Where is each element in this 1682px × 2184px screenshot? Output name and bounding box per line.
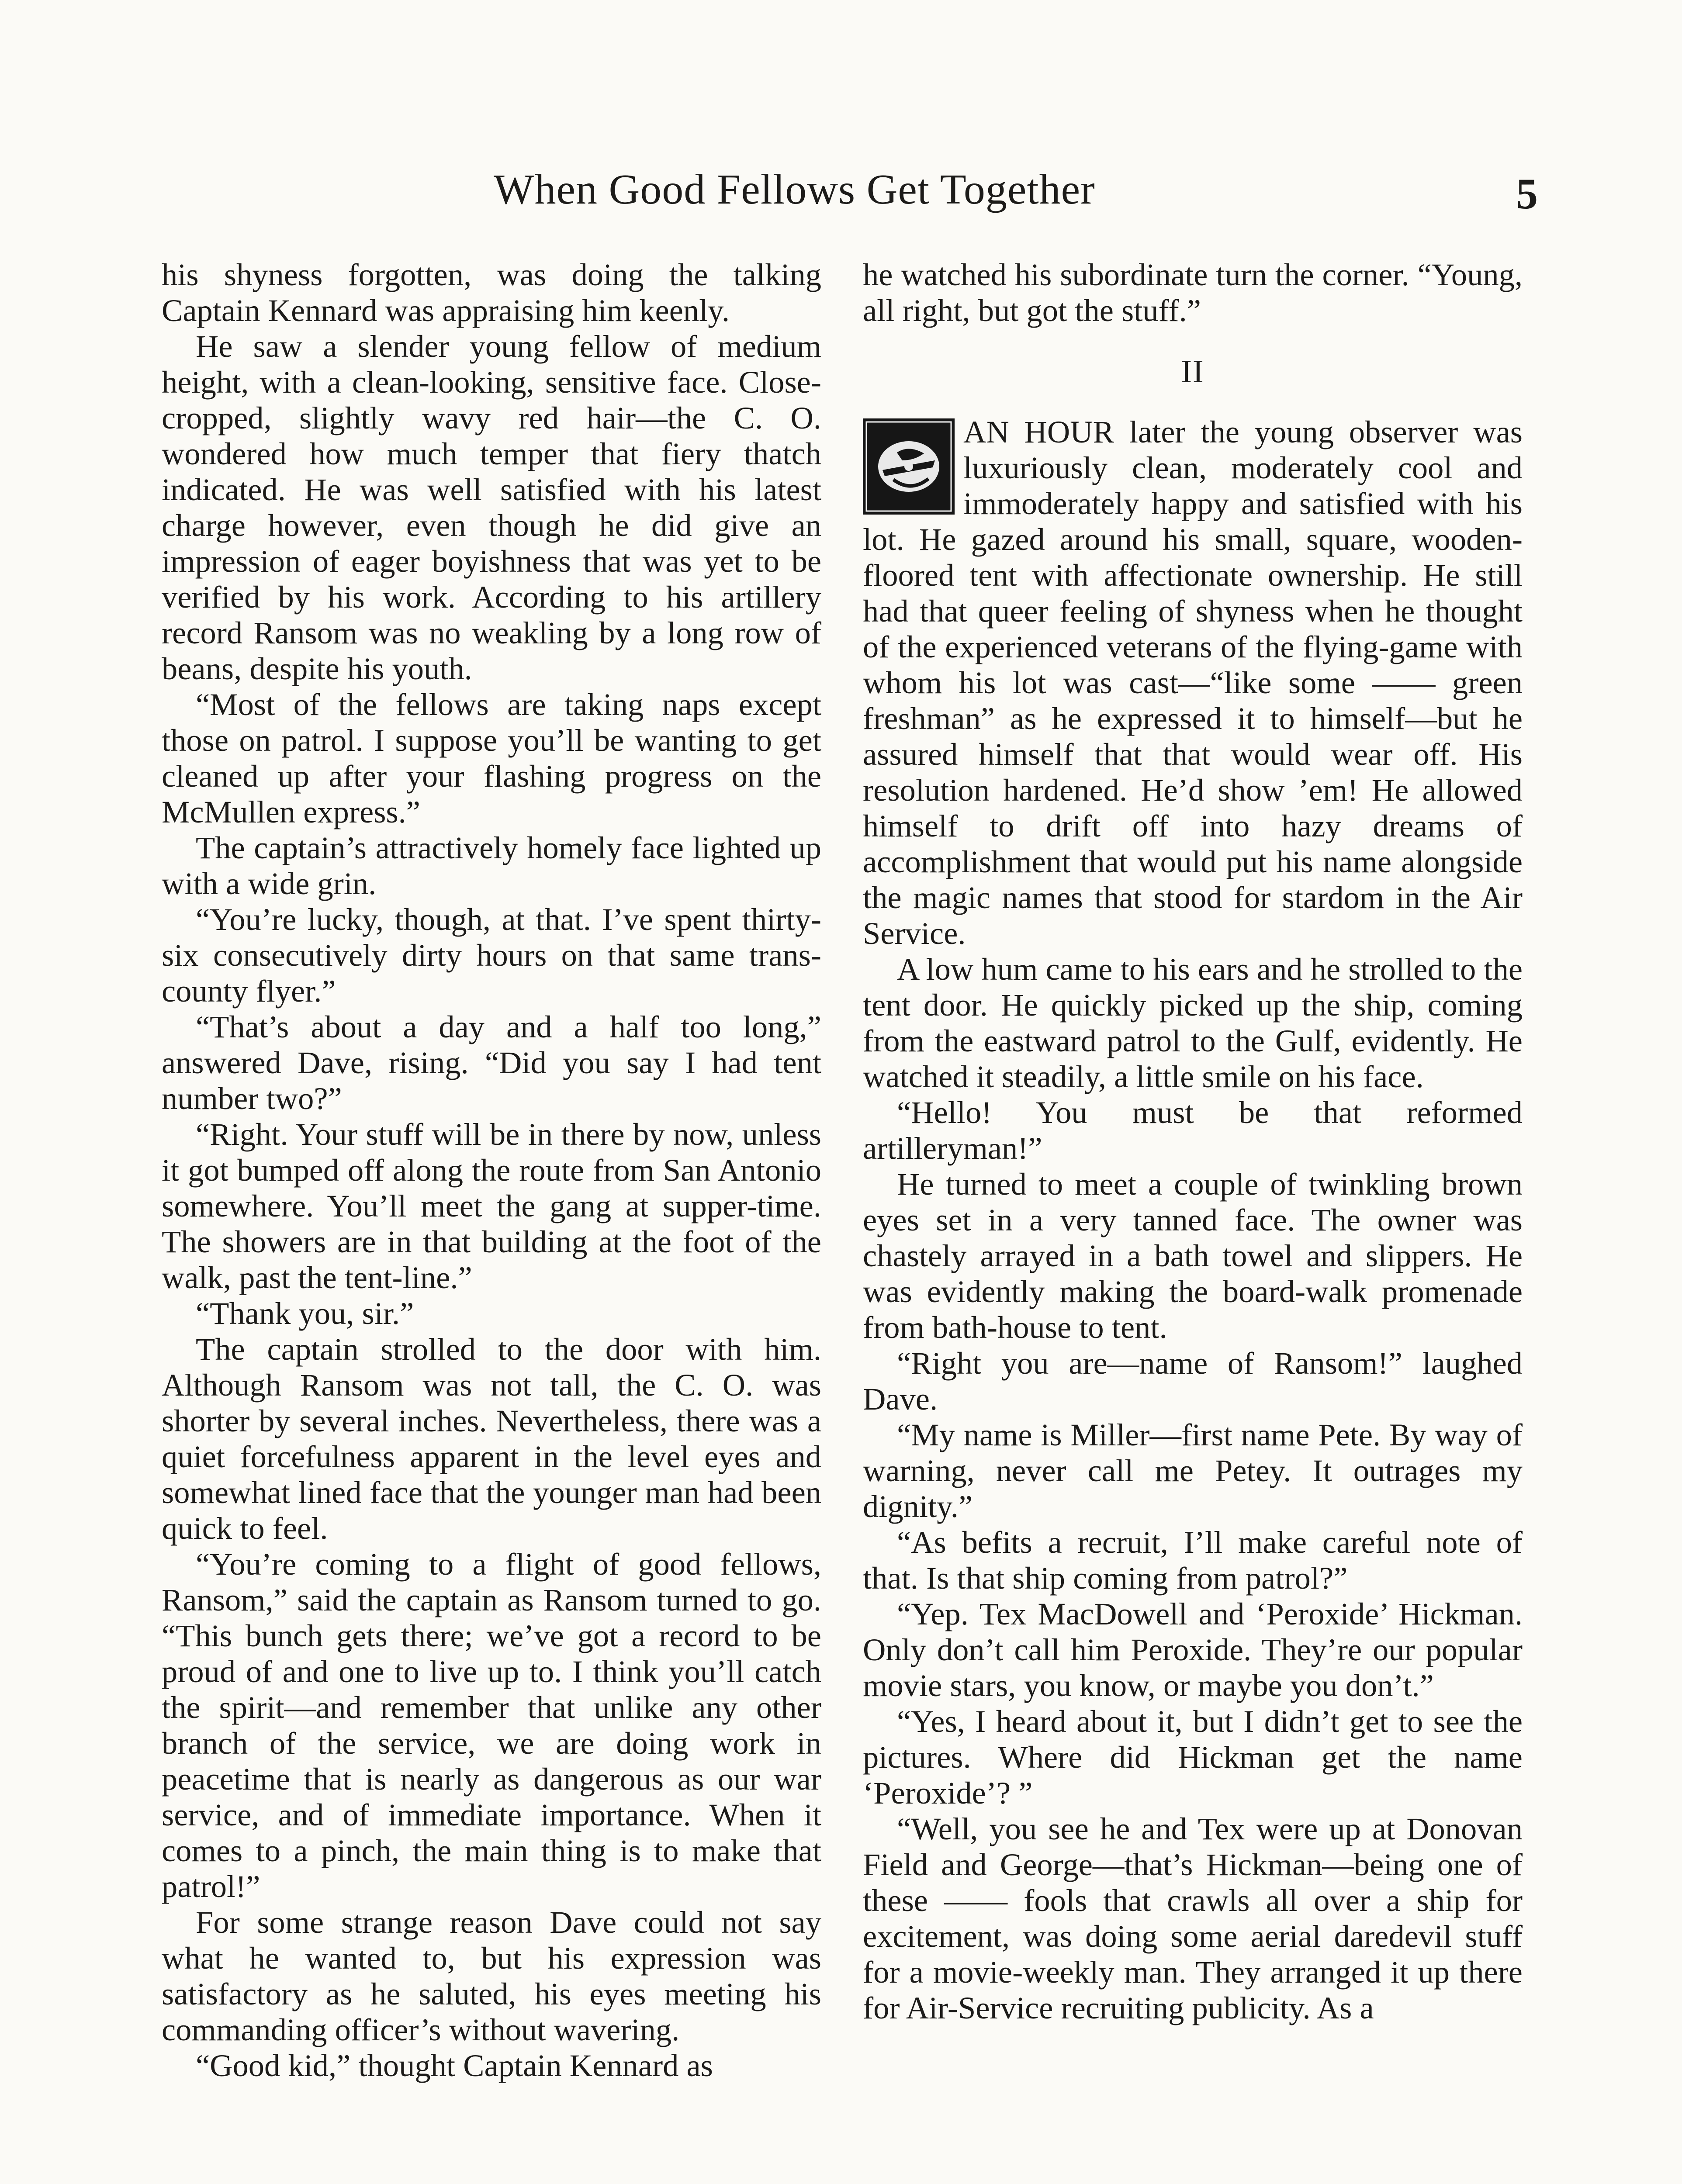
paragraph: “Right you are—name of Ransom!” laughed Dave. [863, 1345, 1523, 1417]
paragraph: The captain’s attractively homely face lighted up with a wide grin. [162, 830, 821, 901]
paragraph: The captain strolled to the door with him. Although Ransom was not tall, the C. O. was shorter by several inches. Nevertheless, there was a quiet forcefulness apparent in the level eyes and somewhat lined face that the younger man had been quick to feel. [162, 1331, 821, 1546]
paragraph: he watched his subordinate turn the corner. “Young, all right, but got the stuff.” [863, 257, 1523, 328]
section-heading: II [1181, 354, 1204, 390]
paragraph: For some strange reason Dave could not say what he wanted to, but his expression was satisfactory as he saluted, his eyes meeting his commanding officer’s without wavering. [162, 1904, 821, 2047]
ornament-icon [863, 418, 955, 515]
paragraph: “Yes, I heard about it, but I didn’t get to see the pictures. Where did Hickman get the name ‘Peroxide’? ” [863, 1704, 1523, 1811]
paragraph: “Yep. Tex MacDowell and ‘Peroxide’ Hickman. Only don’t call him Peroxide. They’re our popular movie stars, you know, or maybe you don’t.” [863, 1596, 1523, 1703]
paragraph: “Hello! You must be that reformed artilleryman!” [863, 1095, 1523, 1166]
left-column [162, 257, 821, 2084]
paragraph: “Right. Your stuff will be in there by now, unless it got bumped off along the route from San Antonio somewhere. You’ll meet the gang at supper-time. The showers are in that building at the foot of the walk, past the tent-line.” [162, 1116, 821, 1295]
paragraph: “Thank you, sir.” [196, 1296, 414, 1331]
paragraph: “You’re lucky, though, at that. I’ve spent thirty-six consecutively dirty hours on that same trans-county flyer.” [162, 902, 821, 1009]
paragraph: “Well, you see he and Tex were up at Donovan Field and George—that’s Hickman—being one of these —— fools that crawls all over a ship for excitement, was doing some aerial daredevil stuff for a movie-weekly man. They arranged it up there for Air-Service recruiting publicity. As a [863, 1811, 1523, 2025]
page-number: 5 [1516, 169, 1538, 218]
paragraph: He saw a slender young fellow of medium height, with a clean-looking, sensitive face. Close-cropped, slightly wavy red hair—the C. O. wondered how much temper that fiery thatch indicated. He was well satisfied with his latest charge however, even though he did give an impression of eager boyishness that was yet to be verified by his work. According to his artillery record Ransom was no weakling by a long row of beans, despite his youth. [162, 328, 821, 686]
paragraph: He turned to meet a couple of twinkling brown eyes set in a very tanned face. The owner was chastely arrayed in a bath towel and slippers. He was evidently making the board-walk promenade from bath-house to tent. [863, 1166, 1523, 1345]
paragraph: “You’re coming to a flight of good fellows, Ransom,” said the captain as Ransom turned to go. “This bunch gets there; we’ve got a record to be proud of and one to live up to. I think you’ll catch the spirit—and remember that unlike any other branch of the service, we are doing work in peacetime that is nearly as dangerous as our war service, and of immediate importance. When it comes to a pinch, the main thing is to make that patrol!” [162, 1546, 821, 1904]
paragraph: “Most of the fellows are taking naps except those on patrol. I suppose you’ll be wanting to get cleaned up after your flashing progress on the McMullen express.” [162, 687, 821, 829]
paragraph: “As befits a recruit, I’ll make careful note of that. Is that ship coming from patrol?” [863, 1524, 1523, 1596]
running-title: When Good Fellows Get Together [494, 166, 1095, 213]
paragraph: “Good kid,” thought Captain Kennard as [196, 2048, 713, 2083]
page-header [162, 161, 1538, 226]
right-column [863, 257, 1523, 2026]
paragraph: “My name is Miller—first name Pete. By way of warning, never call me Petey. It outrages my dignity.” [863, 1417, 1523, 1524]
paragraph: AN HOUR later the young observer was luxuriously clean, moderately cool and immoderately happy and satisfied with his lot. He gazed around his small, square, wooden-floored tent with affectionate ownership. He still had that queer feeling of shyness when he thought of the experienced veterans of the flying-game with whom his lot was cast—“like some —— green freshman” as he expressed it to himself—but he assured himself that that would wear off. His resolution hardened. He’d show ’em! He allowed himself to drift off into hazy dreams of accomplishment that would put his name alongside the magic names that stood for stardom in the Air Service. [863, 414, 1523, 951]
paragraph: his shyness forgotten, was doing the talking Captain Kennard was appraising him keenly. [162, 257, 821, 328]
paragraph: “That’s about a day and a half too long,” answered Dave, rising. “Did you say I had tent number two?” [162, 1009, 821, 1116]
paragraph: A low hum came to his ears and he strolled to the tent door. He quickly picked up the ship, coming from the eastward patrol to the Gulf, evidently. He watched it steadily, a little smile on his face. [863, 951, 1523, 1094]
